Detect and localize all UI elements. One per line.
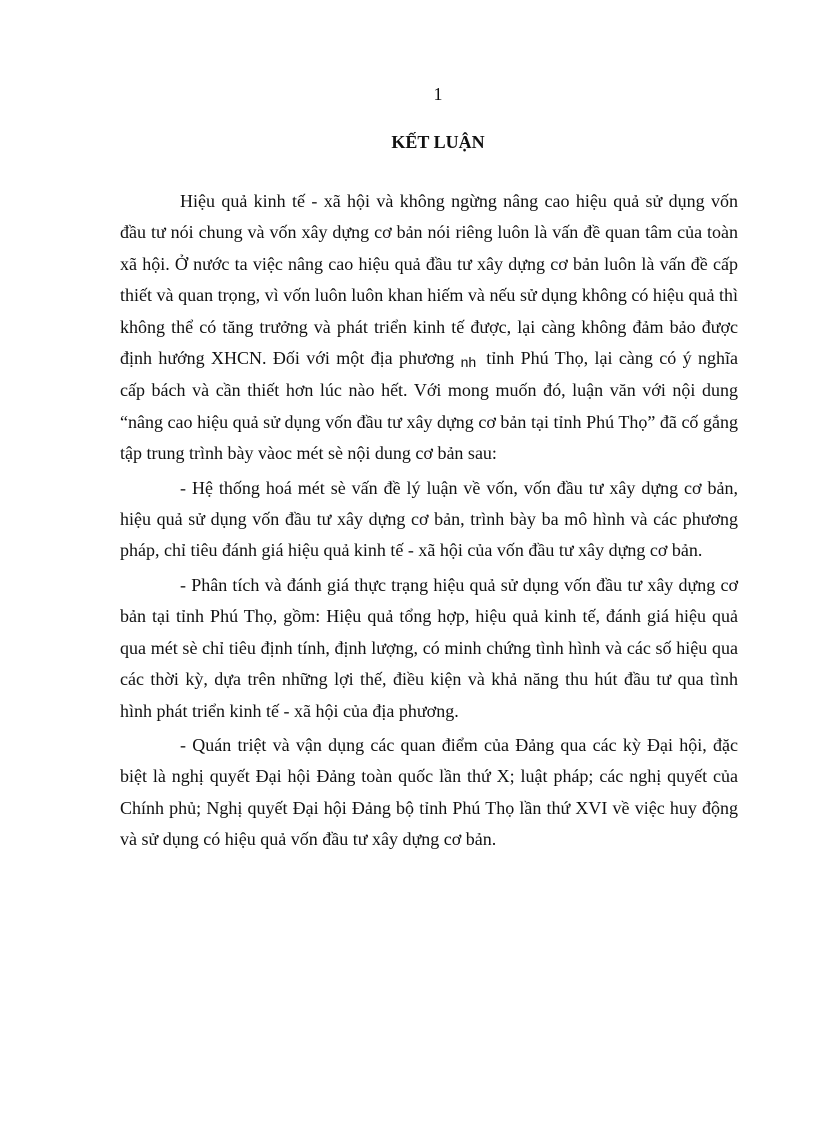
paragraph-item-3: - Quán triệt và vận dụng các quan điểm của Đảng qua các kỳ Đại hội, đặc biệt là nghị quyết Đại hội Đảng toàn quốc lần thứ X; luật pháp; các nghị quyết của Chính phủ; Nghị quyết Đại hội Đảng bộ tỉnh Phú Thọ lần thứ XVI về việc huy động và sử dụng có hiệu quả vốn đầu tư xây dựng cơ bản. [120,734,738,850]
paragraph-item-1: - Hệ thống hoá mét sè vấn đề lý luận về vốn, vốn đầu tư xây dựng cơ bản, hiệu quả sử dụng vốn đầu tư xây dựng cơ bản, trình bày ba mô hình và các phương pháp, chỉ tiêu đánh giá hiệu quả kinh tế - xã hội của vốn đầu tư xây dựng cơ bản. [120,477,738,561]
paragraph-intro [120,186,738,470]
page-title: KẾT LUẬN [391,132,485,152]
paragraph-intro-continued: tỉnh Phú Thọ, lại càng có ý nghĩa cấp bách và cần thiết hơn lúc nào hết. Với mong muốn đó, luận văn với nội dung “nâng cao hiệu quả sử dụng vốn đầu tư xây dựng cơ bản tại tỉnh Phú Thọ” đã cố gắng tập trung trình bày vàoc mét sè nội dung cơ bản sau: [120,348,738,464]
document-body [120,186,738,859]
paragraph-item-2: - Phân tích và đánh giá thực trạng hiệu quả sử dụng vốn đầu tư xây dựng cơ bản tại tỉnh Phú Thọ, gồm: Hiệu quả tổng hợp, hiệu quả kinh tế, đánh giá hiệu quả qua mét sè chỉ tiêu định tính, định lượng, có minh chứng tình hình và các số hiệu qua các thời kỳ, dựa trên những lợi thế, điều kiện và khả năng thu hút đầu tư qua tình hình phát triển kinh tế - xã hội của địa phương. [120,574,738,721]
stray-text-fragment: nh [460,354,477,371]
page-number: 1 [433,84,443,104]
paragraph-intro-text: Hiệu quả kinh tế - xã hội và không ngừng nâng cao hiệu quả sử dụng vốn đầu tư nói chung và vốn xây dựng cơ bản nói riêng luôn là vấn đề quan tâm của toàn xã hội. Ở nước ta việc nâng cao hiệu quả đầu tư xây dựng cơ bản luôn là vấn đề cấp thiết và quan trọng, vì vốn luôn luôn khan hiếm và nếu sử dụng không có hiệu quả thì không thể có tăng trưởng và phát triển kinh tế được, lại càng không đảm bảo được định hướng XHCN. Đối với một địa phương [120,191,738,369]
